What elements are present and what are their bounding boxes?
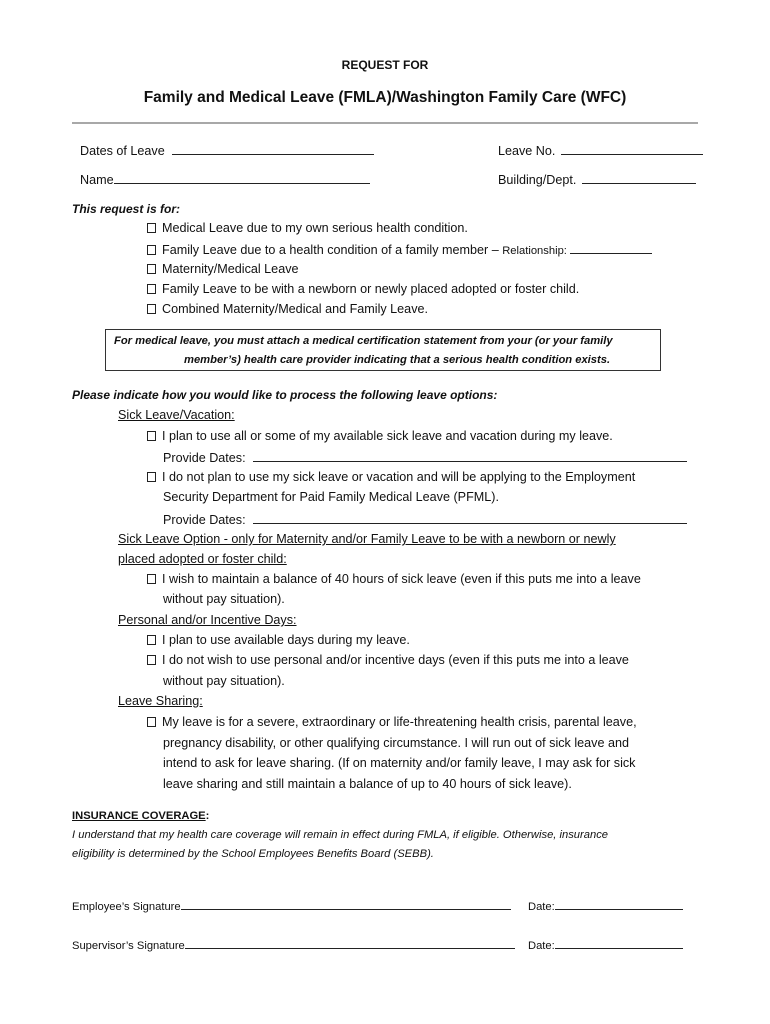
checkbox[interactable] [147, 635, 156, 645]
employee-signature-field [72, 897, 511, 913]
building-dept-label: Building/Dept. [498, 173, 577, 187]
personal-option-not-use: I do not wish to use personal and/or incentive days (even if this puts me into a leave [147, 653, 629, 667]
request-option-family: Family Leave due to a health condition of a family member – Relationship: [147, 241, 652, 257]
sick-option-pfml-line-2: Security Department for Paid Family Medical Leave (PFML). [163, 490, 499, 504]
leave-no-input[interactable] [561, 142, 703, 155]
building-dept-field [498, 171, 696, 187]
dates-of-leave-label: Dates of Leave [80, 144, 165, 158]
supervisor-date-field [528, 936, 683, 952]
employee-date-label: Date: [528, 901, 555, 913]
provide-dates-label: Provide Dates: [163, 451, 246, 465]
insurance-text-line-2: eligibility is determined by the School Employees Benefits Board (SEBB). [72, 848, 434, 860]
personal-option-not-use-line-2: without pay situation). [163, 674, 285, 688]
request-option-combined: Combined Maternity/Medical and Family Leave. [147, 302, 428, 316]
sick-leave-option-heading: Sick Leave Option - only for Maternity and/or Family Leave to be with a newborn or newly [118, 532, 616, 546]
employee-date-field [528, 897, 683, 913]
request-option-medical: Medical Leave due to my own serious health condition. [147, 221, 468, 235]
sick-option-pfml: I do not plan to use my sick leave or vacation and will be applying to the Employment [147, 470, 635, 484]
provide-dates-input[interactable] [253, 511, 687, 524]
provide-dates-input[interactable] [253, 449, 687, 462]
checkbox[interactable] [147, 223, 156, 233]
supervisor-date-label: Date: [528, 940, 555, 952]
supervisor-signature-input[interactable] [185, 936, 515, 949]
name-field [80, 171, 370, 187]
request-heading: This request is for: [72, 202, 181, 216]
checkbox[interactable] [147, 574, 156, 584]
employee-signature-input[interactable] [181, 897, 511, 910]
personal-option-use: I plan to use available days during my leave. [147, 633, 410, 647]
building-dept-input[interactable] [582, 171, 696, 184]
request-option-maternity: Maternity/Medical Leave [147, 262, 299, 276]
personal-days-heading: Personal and/or Incentive Days: [118, 613, 297, 627]
insurance-text-line-1: I understand that my health care coverage will remain in effect during FMLA, if eligible. Otherwise, insurance [72, 829, 609, 841]
leave-no-label: Leave No. [498, 144, 556, 158]
relationship-input[interactable] [570, 241, 652, 254]
sick-option-use: I plan to use all or some of my available sick leave and vacation during my leave. [147, 429, 613, 443]
supervisor-date-input[interactable] [555, 936, 683, 949]
leave-sharing-line-3: intend to ask for leave sharing. (If on maternity and/or family leave, I may ask for sick [163, 756, 636, 770]
provide-dates-2 [163, 511, 687, 527]
leave-sharing-option: My leave is for a severe, extraordinary or life-threatening health crisis, parental leave, [147, 715, 637, 729]
sick-option-balance-line-2: without pay situation). [163, 592, 285, 606]
leave-no-field [498, 142, 703, 158]
name-input[interactable] [114, 171, 370, 184]
dates-of-leave-field [80, 142, 374, 158]
sick-leave-heading: Sick Leave/Vacation: [118, 408, 235, 422]
checkbox[interactable] [147, 431, 156, 441]
leave-sharing-heading: Leave Sharing: [118, 694, 203, 708]
employee-signature-label: Employee’s Signature [72, 901, 181, 913]
provide-dates-1 [163, 449, 687, 465]
request-option-newborn: Family Leave to be with a newborn or newly placed adopted or foster child. [147, 282, 579, 296]
checkbox[interactable] [147, 655, 156, 665]
checkbox[interactable] [147, 717, 156, 727]
employee-date-input[interactable] [555, 897, 683, 910]
checkbox[interactable] [147, 304, 156, 314]
checkbox[interactable] [147, 245, 156, 255]
request-for-label: REQUEST FOR [341, 58, 429, 72]
sick-leave-option-heading-line-2: placed adopted or foster child: [118, 552, 287, 566]
checkbox[interactable] [147, 264, 156, 274]
leave-sharing-line-4: leave sharing and still maintain a balance of up to 40 hours of sick leave). [163, 777, 572, 791]
leave-sharing-line-2: pregnancy disability, or other qualifying circumstance. I will run out of sick leave and [163, 736, 629, 750]
notice-line-2: member’s) health care provider indicating that a serious health condition exists. [184, 354, 611, 366]
checkbox[interactable] [147, 472, 156, 482]
provide-dates-label: Provide Dates: [163, 513, 246, 527]
dates-of-leave-input[interactable] [172, 142, 374, 155]
sick-option-balance: I wish to maintain a balance of 40 hours of sick leave (even if this puts me into a leave [147, 572, 641, 586]
insurance-heading: INSURANCE COVERAGE: [72, 810, 210, 822]
process-heading: Please indicate how you would like to process the following leave options: [72, 388, 498, 402]
header-divider [72, 122, 698, 124]
form-title: Family and Medical Leave (FMLA)/Washington Family Care (WFC) [143, 89, 627, 106]
relationship-label: Relationship: [502, 245, 567, 257]
name-label: Name [80, 173, 114, 187]
supervisor-signature-label: Supervisor’s Signature [72, 940, 185, 952]
notice-line-1: For medical leave, you must attach a medical certification statement from your (or your family [114, 335, 613, 347]
medical-certification-notice [105, 329, 661, 371]
supervisor-signature-field [72, 936, 515, 952]
checkbox[interactable] [147, 284, 156, 294]
